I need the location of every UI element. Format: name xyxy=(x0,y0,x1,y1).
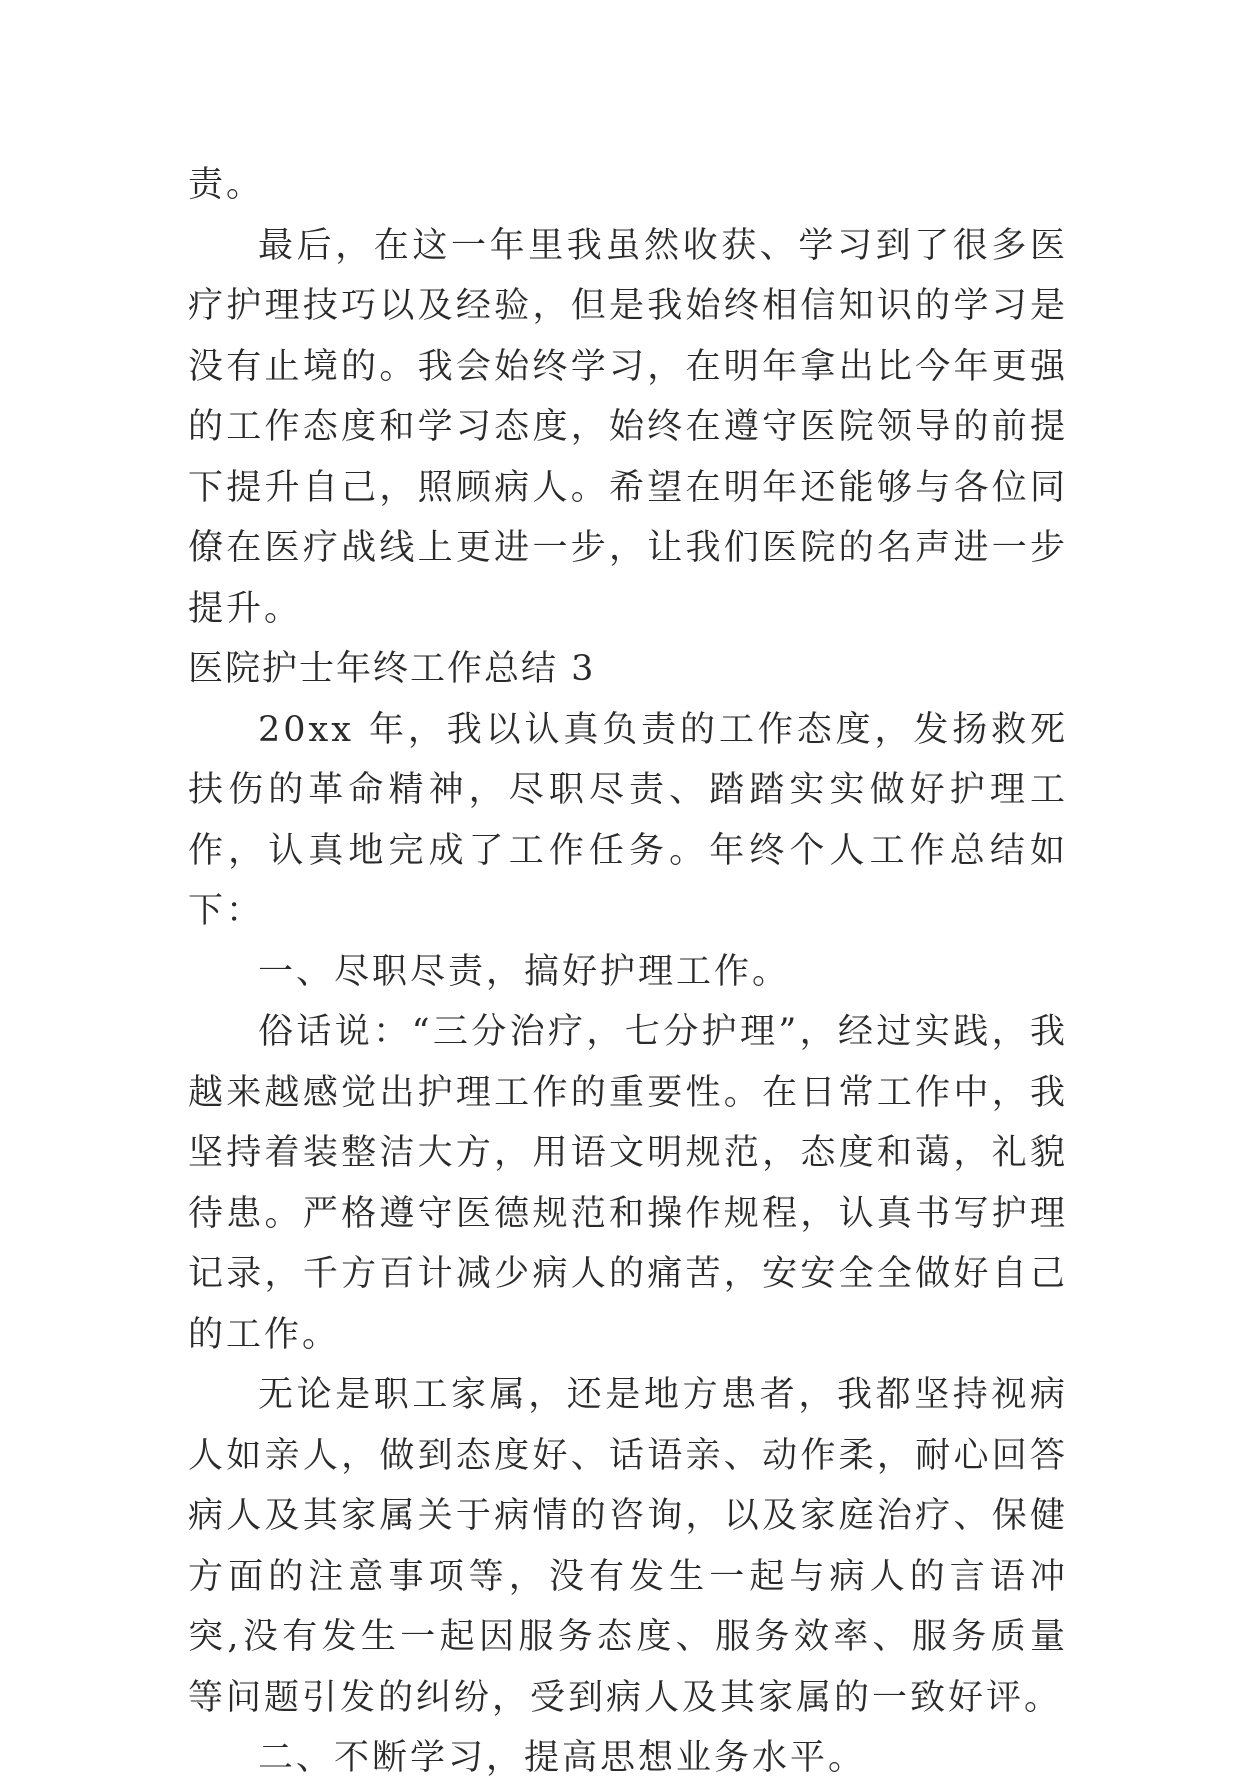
document-body xyxy=(188,155,1068,1789)
point-heading-2: 二、不断学习，提高思想业务水平。 xyxy=(258,1738,867,1778)
paragraph-nursing-importance: 俗话说：“三分治疗，七分护理”，经过实践，我越来越感觉出护理工作的重要性。在日常工作中，我坚持着装整洁大方，用语文明规范，态度和蔼，礼貌待患。严格遵守医德规范和操作规程，认真书写护理记录，千方百计减少病人的痛苦，安安全全做好自己的工作。 xyxy=(188,1012,1068,1355)
paragraph-patient-care: 无论是职工家属，还是地方患者，我都坚持视病人如亲人，做到态度好、话语亲、动作柔，耐心回答病人及其家属关于病情的咨询，以及家庭治疗、保健方面的注意事项等，没有发生一起与病人的言语冲突,没有发生一起因服务态度、服务效率、服务质量等问题引发的纠纷，受到病人及其家属的一致好评。 xyxy=(188,1375,1068,1718)
paragraph-continuation: 责。 xyxy=(188,165,265,205)
paragraph-closing-remarks: 最后，在这一年里我虽然收获、学习到了很多医疗护理技巧以及经验，但是我始终相信知识的学习是没有止境的。我会始终学习，在明年拿出比今年更强的工作态度和学习态度，始终在遵守医院领导的前提下提升自己，照顾病人。希望在明年还能够与各位同僚在医疗战线上更进一步，让我们医院的名声进一步提升。 xyxy=(188,225,1068,629)
section-title: 医院护士年终工作总结 3 xyxy=(188,649,596,689)
paragraph-introduction: 20xx 年，我以认真负责的工作态度，发扬救死扶伤的革命精神，尽职尽责、踏踏实实做好护理工作，认真地完成了工作任务。年终个人工作总结如下： xyxy=(188,709,1068,931)
point-heading-1: 一、尽职尽责，搞好护理工作。 xyxy=(258,951,791,992)
